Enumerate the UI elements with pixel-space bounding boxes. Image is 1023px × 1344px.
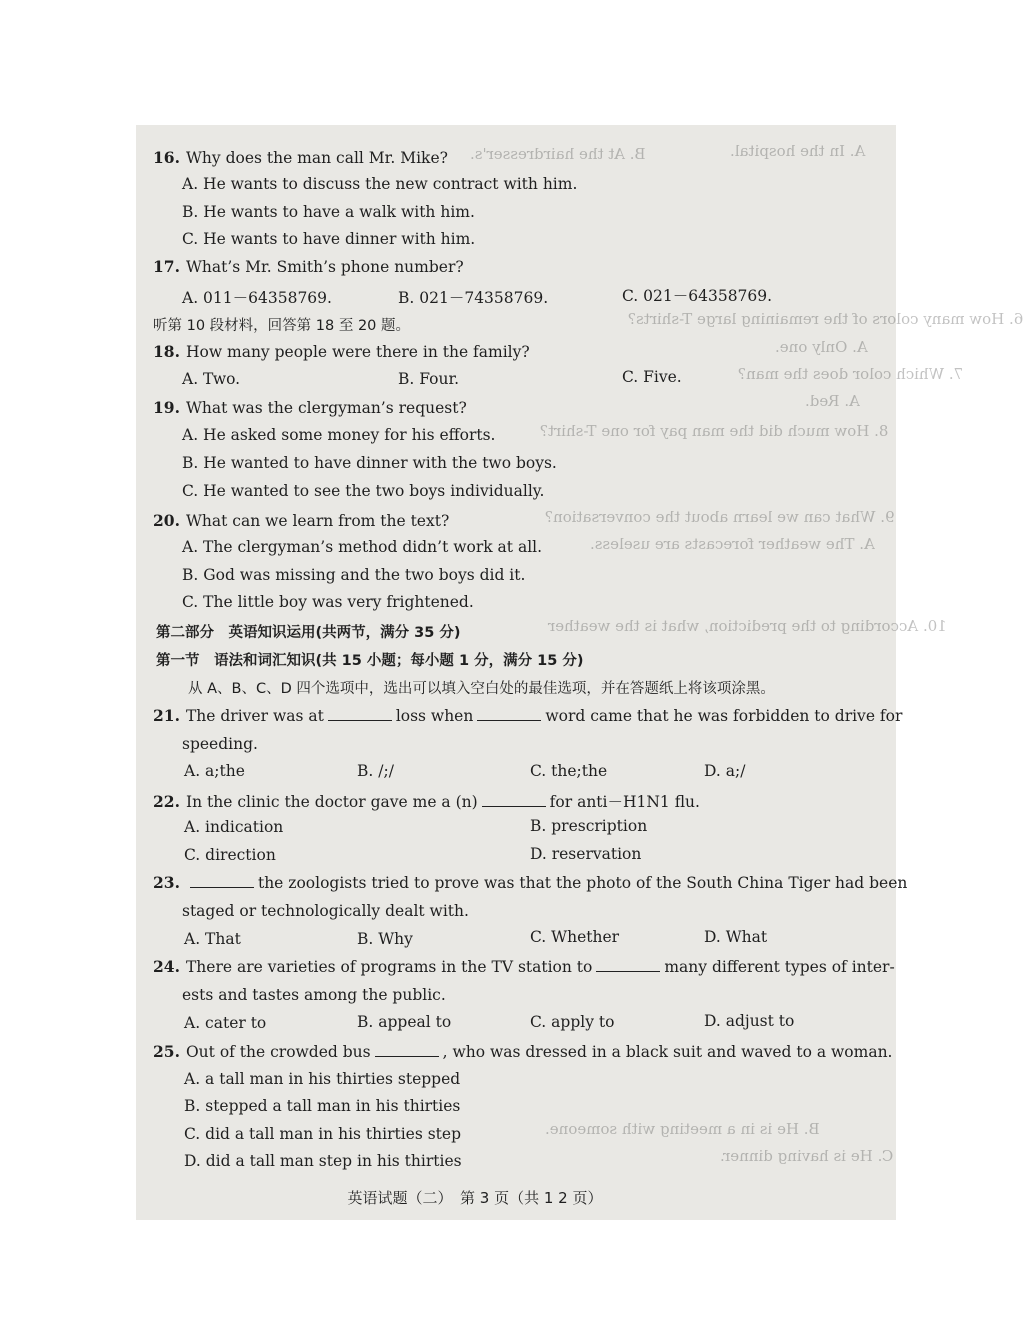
option-d: D. a;/ bbox=[704, 762, 746, 780]
question-number: 19. bbox=[153, 398, 180, 417]
question-stem-continued: speeding. bbox=[182, 735, 258, 753]
bleed-through-text: 6. How many colors of the remaining large T-shirts? bbox=[628, 310, 1023, 328]
question-18 bbox=[153, 342, 530, 361]
option-b: B. He wants to have a walk with him. bbox=[182, 203, 475, 221]
bleed-through-text: A. Red. bbox=[805, 392, 860, 410]
option-c: C. The little boy was very frightened. bbox=[182, 593, 474, 611]
question-21 bbox=[153, 706, 902, 725]
bleed-through-text: 8. How much did the man pay for one T-shirt? bbox=[540, 422, 889, 440]
question-stem: Out of the crowded bus bbox=[185, 1043, 371, 1061]
question-stem-continued: ests and tastes among the public. bbox=[182, 986, 446, 1004]
option-a: A. He wants to discuss the new contract with him. bbox=[182, 175, 578, 193]
option-a: A. That bbox=[184, 930, 241, 948]
option-b: B. He wanted to have dinner with the two boys. bbox=[182, 454, 557, 472]
question-number: 18. bbox=[153, 342, 180, 361]
question-stem: What’s Mr. Smith’s phone number? bbox=[185, 258, 464, 276]
option-a: A. indication bbox=[184, 818, 284, 836]
question-number: 17. bbox=[153, 257, 180, 276]
question-stem: The driver was at bbox=[185, 707, 324, 725]
option-a: A. Two. bbox=[182, 370, 241, 388]
answer-blank bbox=[596, 957, 660, 972]
question-23 bbox=[153, 873, 907, 892]
question-stem: the zoologists tried to prove was that the photo of the South China Tiger had been bbox=[257, 874, 908, 892]
question-number: 21. bbox=[153, 706, 180, 725]
bleed-through-text: A. The weather forecasts are useless. bbox=[590, 535, 875, 553]
option-c: C. the;the bbox=[530, 762, 608, 780]
bleed-through-text: C. He is having dinner. bbox=[720, 1147, 894, 1165]
option-d: D. reservation bbox=[530, 845, 642, 863]
option-c: C. He wanted to see the two boys individually. bbox=[182, 482, 545, 500]
option-a: A. a;the bbox=[184, 762, 245, 780]
option-b: B. God was missing and the two boys did it. bbox=[182, 566, 526, 584]
part-heading: 第二部分 英语知识运用(共两节，满分 35 分) bbox=[156, 625, 461, 641]
bleed-through-text: B. He is in a meeting with someone. bbox=[545, 1120, 820, 1138]
option-c: C. direction bbox=[184, 846, 276, 864]
option-b: B. Four. bbox=[398, 370, 460, 388]
option-a: A. The clergyman’s method didn’t work at all. bbox=[182, 538, 543, 556]
question-number: 23. bbox=[153, 873, 180, 892]
option-b: B. appeal to bbox=[357, 1013, 452, 1031]
option-b: B. 021－74358769. bbox=[398, 289, 549, 307]
question-17 bbox=[153, 257, 464, 276]
bleed-through-text: 7. Which color does the man? bbox=[738, 365, 964, 383]
question-stem: Why does the man call Mr. Mike? bbox=[185, 149, 448, 167]
bleed-through-text: A. In the hospital. bbox=[730, 142, 866, 160]
answer-blank bbox=[190, 873, 254, 888]
page-footer: 英语试题（二） 第 3 页（共 1 2 页） bbox=[347, 1189, 603, 1207]
question-number: 16. bbox=[153, 148, 180, 167]
answer-blank bbox=[477, 706, 541, 721]
option-a: A. He asked some money for his efforts. bbox=[182, 426, 496, 444]
question-25 bbox=[153, 1042, 892, 1061]
question-22 bbox=[153, 790, 700, 812]
option-b: B. prescription bbox=[530, 817, 648, 835]
option-a: A. a tall man in his thirties stepped bbox=[184, 1070, 461, 1088]
question-stem: for anti－H1N1 flu. bbox=[549, 793, 700, 811]
option-d: D. adjust to bbox=[704, 1012, 795, 1030]
question-stem: word came that he was forbidden to drive for bbox=[545, 707, 903, 725]
bleed-through-text: A. Only one. bbox=[775, 338, 868, 356]
question-stem: many different types of inter- bbox=[664, 958, 895, 976]
question-24 bbox=[153, 957, 895, 976]
section-instruction: 从 A、B、C、D 四个选项中，选出可以填入空白处的最佳选项，并在答题纸上将该项涂黑。 bbox=[188, 681, 775, 697]
listening-instruction: 听第 10 段材料，回答第 18 至 20 题。 bbox=[153, 318, 411, 334]
question-16 bbox=[153, 148, 448, 167]
section-heading: 第一节 语法和词汇知识(共 15 小题；每小题 1 分，满分 15 分) bbox=[156, 653, 584, 669]
question-stem: loss when bbox=[395, 707, 474, 725]
question-number: 22. bbox=[153, 792, 180, 811]
bleed-through-text: 10. According to the prediction, what is the weather bbox=[548, 617, 947, 635]
option-a: A. 011－64358769. bbox=[182, 289, 332, 307]
question-stem: What can we learn from the text? bbox=[185, 512, 450, 530]
answer-blank bbox=[482, 792, 546, 807]
answer-blank bbox=[328, 706, 392, 721]
question-stem-continued: staged or technologically dealt with. bbox=[182, 902, 469, 920]
question-number: 25. bbox=[153, 1042, 180, 1061]
question-number: 20. bbox=[153, 511, 180, 530]
option-b: B. Why bbox=[357, 930, 413, 948]
option-d: D. What bbox=[704, 928, 768, 946]
question-stem: What was the clergyman’s request? bbox=[185, 399, 467, 417]
question-stem: , who was dressed in a black suit and waved to a woman. bbox=[442, 1043, 893, 1061]
answer-blank bbox=[375, 1042, 439, 1057]
option-b: B. /;/ bbox=[357, 762, 394, 780]
question-stem: How many people were there in the family? bbox=[185, 343, 530, 361]
question-stem: There are varieties of programs in the TV station to bbox=[185, 958, 593, 976]
option-c: C. Five. bbox=[622, 368, 682, 386]
option-d: D. did a tall man step in his thirties bbox=[184, 1152, 462, 1170]
question-20 bbox=[153, 511, 449, 530]
option-c: C. apply to bbox=[530, 1013, 615, 1031]
bleed-through-text: 9. What can we learn about the conversation? bbox=[545, 508, 895, 526]
question-number: 24. bbox=[153, 957, 180, 976]
option-c: C. 021－64358769. bbox=[622, 287, 773, 305]
option-b: B. stepped a tall man in his thirties bbox=[184, 1097, 461, 1115]
option-a: A. cater to bbox=[184, 1014, 267, 1032]
question-stem: In the clinic the doctor gave me a (n) bbox=[185, 793, 478, 811]
option-c: C. He wants to have dinner with him. bbox=[182, 230, 476, 248]
question-19 bbox=[153, 398, 467, 417]
bleed-through-text: B. At the hairdresser's. bbox=[470, 145, 646, 163]
option-c: C. Whether bbox=[530, 928, 620, 946]
option-c: C. did a tall man in his thirties step bbox=[184, 1125, 462, 1143]
